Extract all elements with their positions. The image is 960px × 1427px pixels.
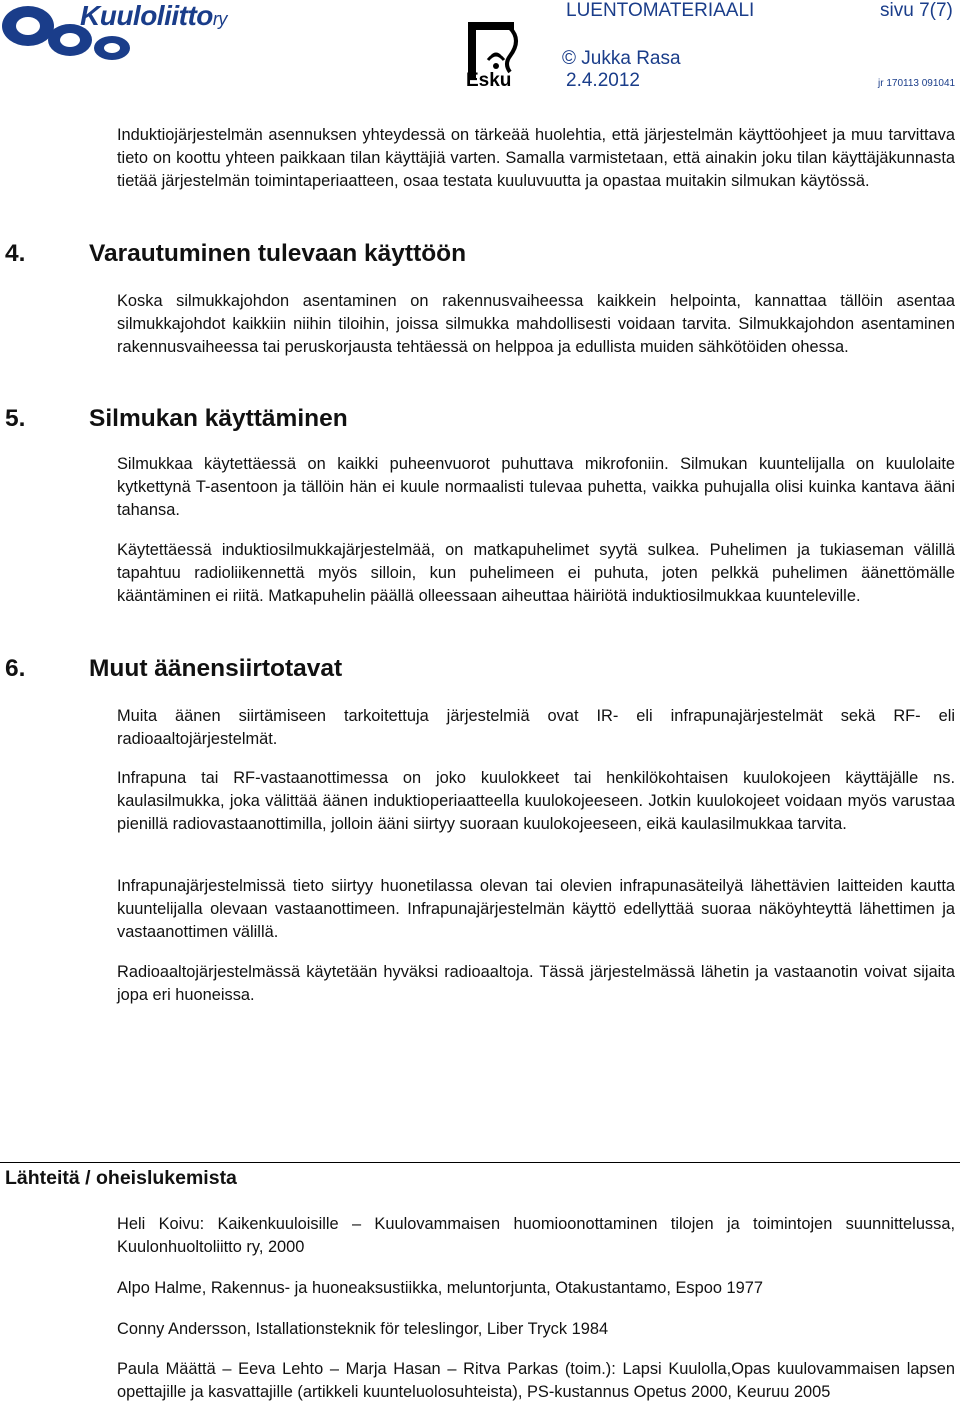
paragraph: Infrapunajärjestelmissä tieto siirtyy huonetilassa olevan tai olevien infrapunasäteilyä lähettävien laitteiden kautta kuuntelijalla olevaan vastaanottimeen. Infrapunajärjestelmän käyttö edellyttää suoraa näköyhteyttä lähettimen ja vastaanottimen välillä. — [117, 877, 955, 941]
author: © Jukka Rasa — [562, 48, 681, 69]
org-logo-name: Kuuloliitto — [80, 0, 213, 31]
page-header — [0, 0, 960, 100]
paragraph: Radioaaltojärjestelmässä käytetään hyväksi radioaaltoja. Tässä järjestelmässä lähetin ja vastaanotin voivat sijaita jopa eri huoneissa. — [117, 963, 955, 1004]
doc-type: LUENTOMATERIAALI — [566, 0, 755, 21]
org-logo-suffix: ry — [212, 9, 227, 29]
paragraph: Käytettäessä induktiosilmukkajärjestelmää, on matkapuhelimet syytä sulkea. Puhelimen ja tukiaseman välillä tapahtuu radioliikennettä myös silloin, kun puhelimeen ei puhuta, joten pelkkä puhelimen äänettömälle kääntäminen ei riitä. Matkapuhelin päällä olleessaan aiheuttaa häiriötä induktiosilmukkaa kuunteleville. — [117, 541, 955, 605]
section-title: Silmukan käyttäminen — [89, 405, 348, 432]
section-6-body-2 — [117, 767, 955, 836]
doc-code: jr 170113 091041 — [878, 78, 956, 89]
reference-text: Paula Määttä – Eeva Lehto – Marja Hasan – Ritva Parkas (toim.): Lapsi Kuulolla,Opas kuulovammaisen lapsen opettajille ja kasvattajille (artikkeli kuunteluolosuhteista), PS-kustannus Opetus 2000, Keuruu 2005 — [117, 1360, 955, 1401]
section-6-body-3 — [117, 875, 955, 944]
divider — [0, 1162, 960, 1163]
paragraph: Silmukkaa käytettäessä on kaikki puheenvuorot puhuttava mikrofoniin. Silmukan kuuntelijalla on kuulolaite kytkettynä T-asentoon ja tällöin hän ei kuule normaalisti tulevaa puhetta, vaikka puhujalla olisi kuinka kantava ääni tahansa. — [117, 455, 955, 519]
section-4-body — [117, 290, 955, 359]
section-title: Muut äänensiirtotavat — [89, 655, 343, 682]
section-5-body — [117, 453, 955, 522]
date: 2.4.2012 — [566, 70, 640, 91]
paragraph: Muita äänen siirtämiseen tarkoitettuja järjestelmiä ovat IR- eli infrapunajärjestelmät sekä RF- eli radioaaltojärjestelmät. — [117, 707, 955, 748]
reference-text: Alpo Halme, Rakennus- ja huoneaksustiikka, meluntorjunta, Otakustantamo, Espoo 1977 — [117, 1279, 763, 1297]
intro-paragraph — [117, 124, 955, 193]
section-number: 4. — [5, 240, 26, 267]
paragraph: Koska silmukkajohdon asentaminen on rakennusvaiheessa kaikkein helpointa, kannattaa tällöin asentaa silmukkajohdot kaikkiin niihin tiloihin, joissa silmukka mahdollisesti voidaan tarvita. Silmukkajohdon asentaminen rakennusvaiheessa tai peruskorjausta tehtäessä on helppoa ja edullista muiden sähkötöiden ohessa. — [117, 292, 955, 356]
reference-item — [117, 1358, 955, 1404]
section-heading-4 — [5, 240, 466, 268]
org-logo-text — [80, 0, 227, 32]
section-6-body-1 — [117, 705, 955, 751]
section-heading-6 — [5, 655, 342, 683]
section-number: 5. — [5, 405, 26, 432]
reference-text: Conny Andersson, Istallationsteknik för teleslingor, Liber Tryck 1984 — [117, 1320, 609, 1338]
reference-item — [117, 1213, 955, 1259]
reference-text: Heli Koivu: Kaikenkuuloisille – Kuulovammaisen huomioonottaminen tilojen ja toimintojen suunnittelussa, Kuulonhuoltoliitto ry, 2000 — [117, 1215, 955, 1256]
paragraph: Infrapuna tai RF-vastaanottimessa on joko kuulokkeet tai henkilökohtaisen kuulokojeen käyttäjälle ns. kaulasilmukka, joka välittää äänen induktioperiaatteella kuulokojeeseen. Jotkin kuulokojeet voidaan myös varustaa pienillä radiovastaanottimilla, jolloin ääni siirtyy suoraan kuulokojeeseen, eikä kaulasilmukkaa tarvita. — [117, 769, 955, 833]
section-title: Varautuminen tulevaan käyttöön — [89, 240, 467, 267]
intro-text: Induktiojärjestelmän asennuksen yhteydessä on tärkeää huolehtia, että järjestelmän käyttöohjeet ja muu tarvittava tieto on koottu yhteen paikkaan tilan käyttäjiä varten. Samalla varmistetaan, että ainakin joku tilan käyttäjäkunnasta tietää järjestelmän toimintaperiaatteen, osaa testata kuuluvuutta ja opastaa muitakin silmukan käytössä. — [117, 126, 955, 190]
esku-label: Esku — [466, 70, 512, 91]
reference-item — [117, 1277, 955, 1300]
reference-item — [117, 1318, 955, 1341]
page-number: sivu 7(7) — [880, 0, 953, 21]
section-heading-5 — [5, 405, 348, 433]
section-number: 6. — [5, 655, 26, 682]
section-5-body-2 — [117, 539, 955, 608]
section-6-body-4 — [117, 961, 955, 1007]
references-title: Lähteitä / oheislukemista — [5, 1167, 237, 1189]
